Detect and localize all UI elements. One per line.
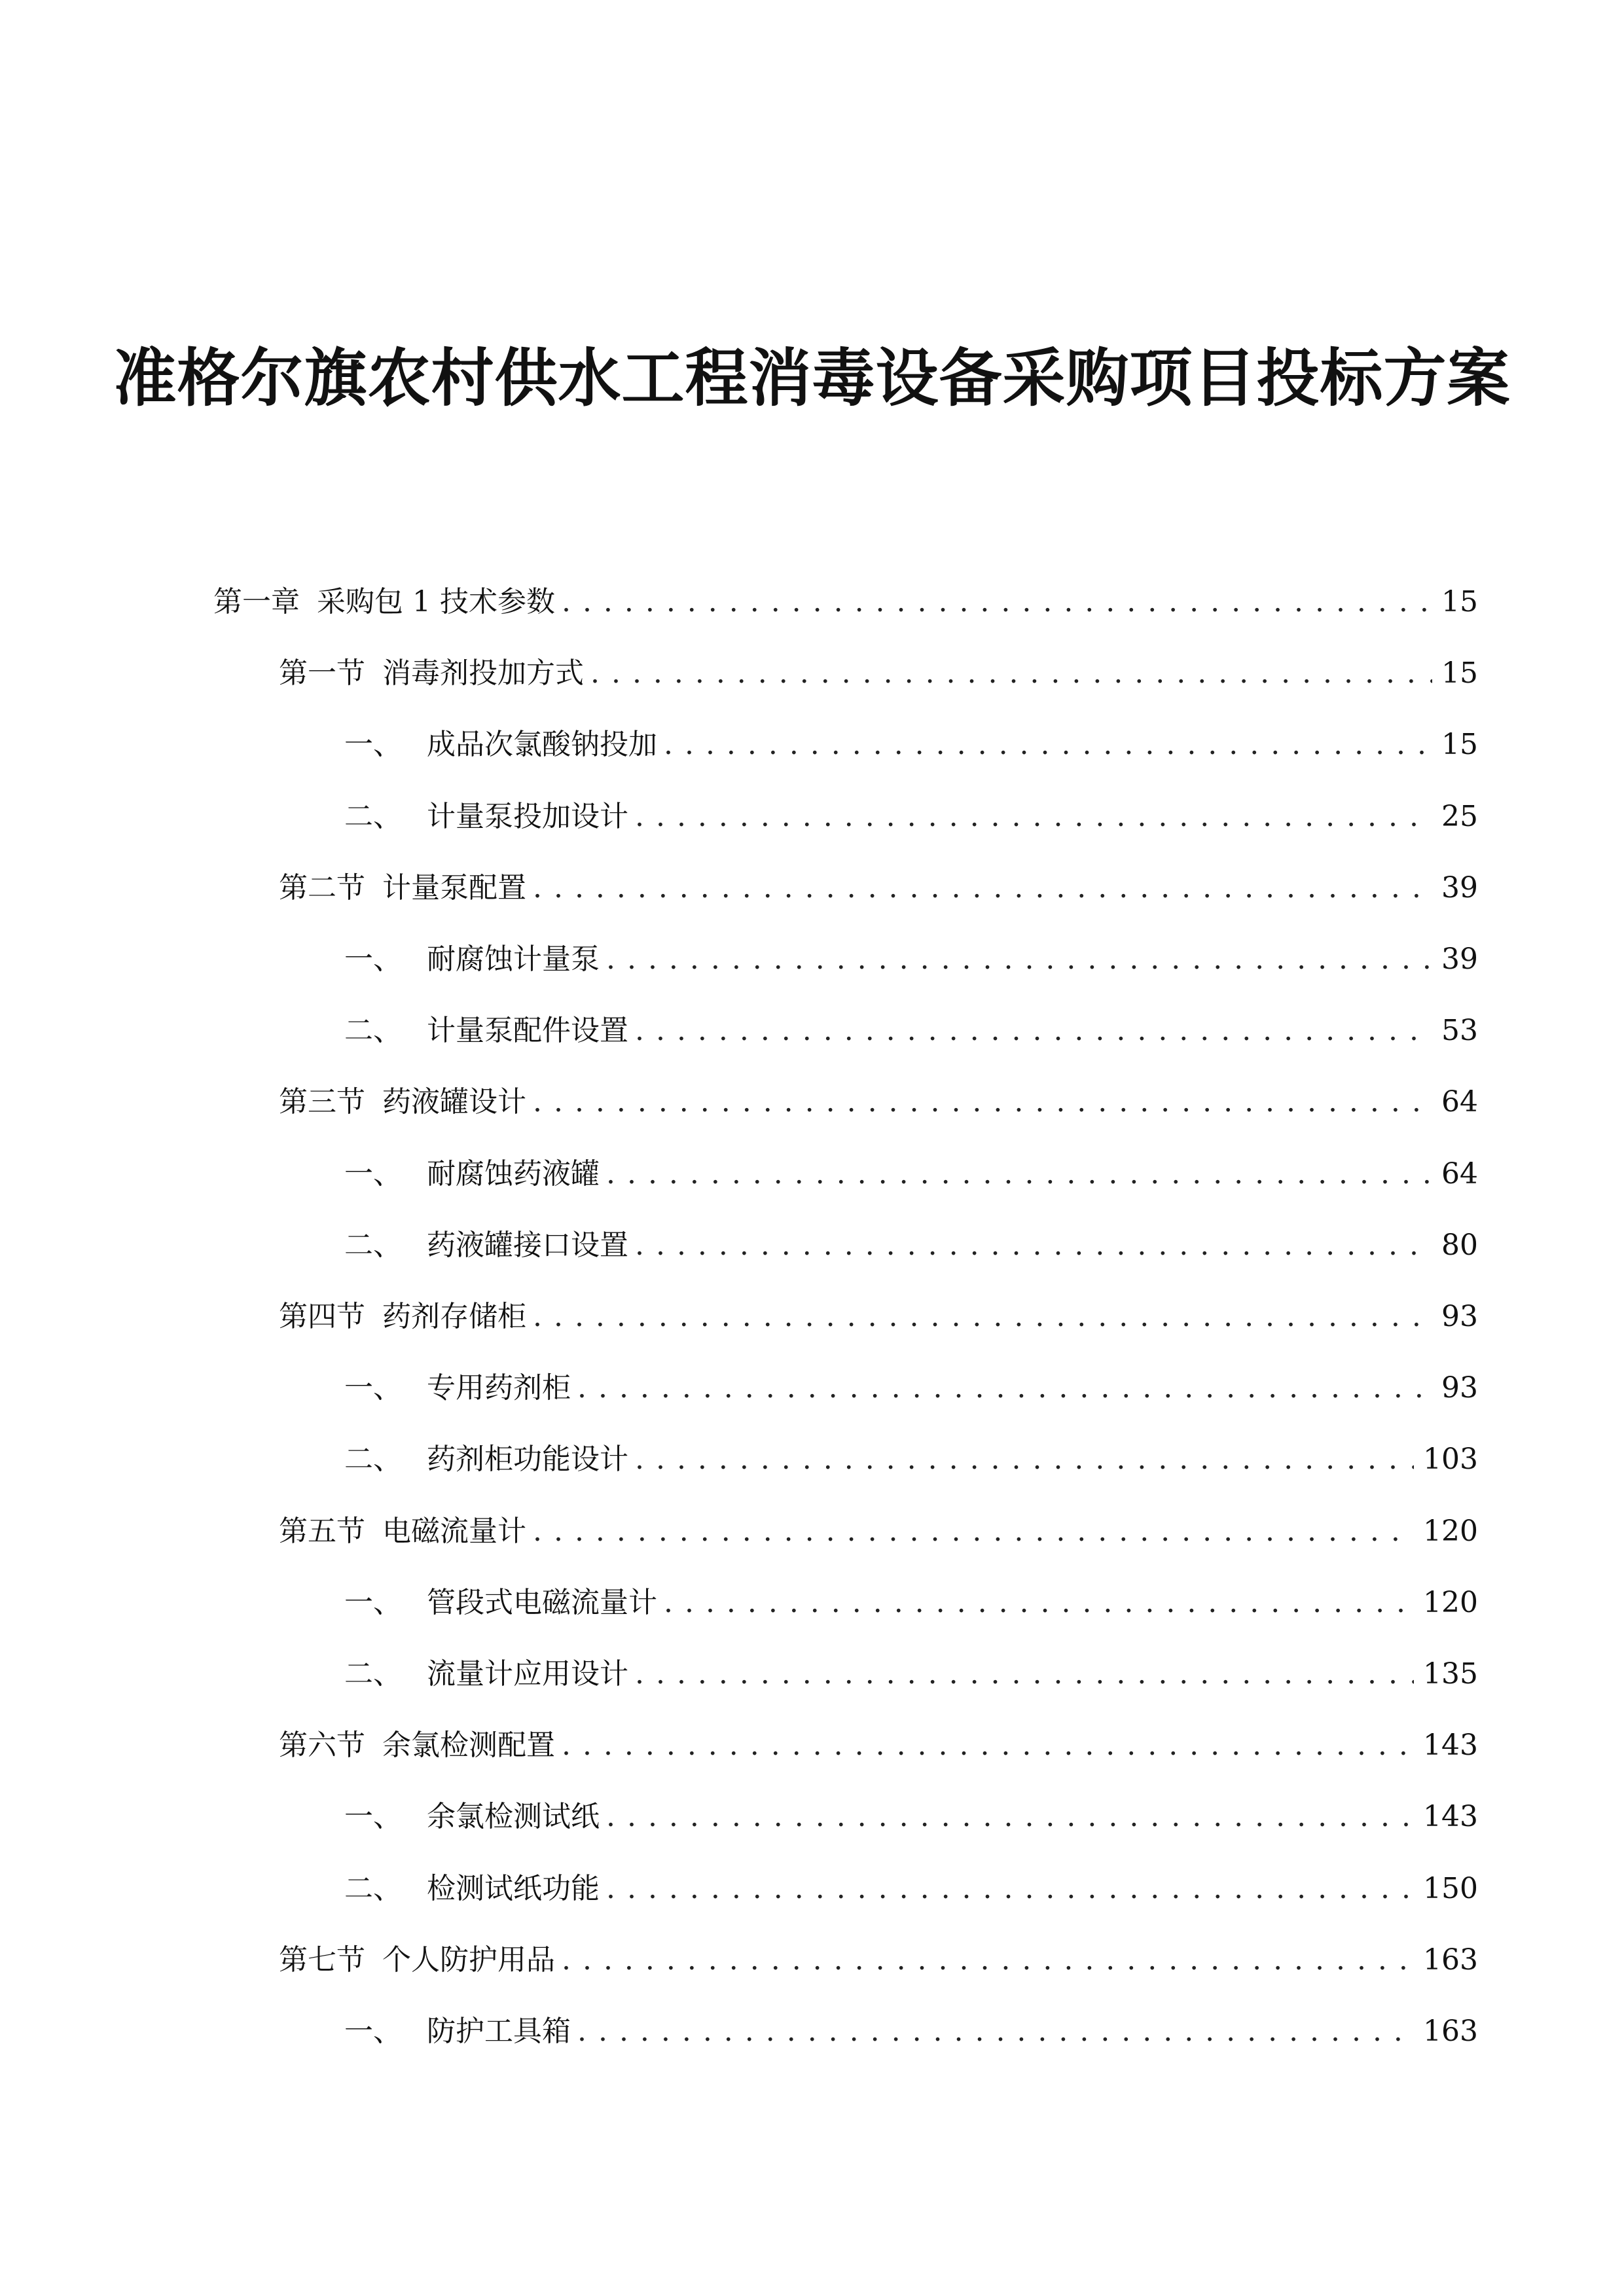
toc-entry xyxy=(279,1076,1478,1128)
toc-entry xyxy=(279,1934,1478,1986)
toc-dot-leader xyxy=(635,791,1432,843)
toc-entry-number: 第五节 xyxy=(279,1514,365,1548)
toc-dot-leader xyxy=(533,862,1432,914)
toc-entry-title: 采购包 1 技术参数 xyxy=(317,585,555,619)
toc-page-number: 150 xyxy=(1423,1871,1478,1905)
toc-dot-leader xyxy=(590,647,1432,700)
toc-dot-leader xyxy=(635,1648,1414,1700)
toc-entry-number: 二、 xyxy=(344,799,402,833)
toc-page-number: 135 xyxy=(1423,1657,1478,1691)
toc-entry-number: 第一节 xyxy=(279,656,365,691)
toc-entry-title: 药剂存储柜 xyxy=(382,1300,526,1333)
toc-page-number: 15 xyxy=(1441,728,1478,762)
toc-entry-number: 一、 xyxy=(344,728,402,762)
toc-entry-title: 防护工具箱 xyxy=(427,2015,571,2048)
toc-entry-title: 流量计应用设计 xyxy=(427,1657,628,1691)
toc-entry xyxy=(344,1648,1478,1700)
toc-page-number: 93 xyxy=(1441,1371,1478,1405)
toc-entry-number: 一、 xyxy=(344,2015,402,2048)
toc-entry-title: 消毒剂投加方式 xyxy=(382,656,584,691)
toc-page-number: 163 xyxy=(1423,1943,1478,1977)
toc-entry-title: 检测试纸功能 xyxy=(427,1871,600,1905)
toc-entry-title: 计量泵配置 xyxy=(382,870,526,905)
toc-entry xyxy=(213,576,1478,628)
toc-entry-title: 管段式电磁流量计 xyxy=(427,1585,657,1619)
toc-entry xyxy=(344,2005,1478,2058)
toc-entry-number: 二、 xyxy=(344,1014,402,1048)
toc-entry-number: 第一章 xyxy=(213,585,300,619)
toc-entry-title: 电磁流量计 xyxy=(382,1514,526,1548)
toc-page-number: 15 xyxy=(1441,585,1478,619)
toc-page-number: 80 xyxy=(1441,1228,1478,1262)
toc-entry-title: 计量泵配件设置 xyxy=(427,1014,628,1048)
toc-entry-number: 一、 xyxy=(344,1157,402,1191)
toc-entry xyxy=(344,1219,1478,1272)
toc-entry xyxy=(279,1719,1478,1772)
toc-dot-leader xyxy=(562,1719,1414,1772)
toc-page-number: 53 xyxy=(1441,1014,1478,1048)
toc-page-number: 143 xyxy=(1423,1800,1478,1834)
toc-entry xyxy=(344,1148,1478,1200)
toc-entry-number: 一、 xyxy=(344,1585,402,1619)
toc-page-number: 25 xyxy=(1441,799,1478,833)
toc-dot-leader xyxy=(577,2005,1414,2058)
toc-entry xyxy=(344,1863,1478,1915)
toc-page-number: 143 xyxy=(1423,1729,1478,1763)
toc-dot-leader xyxy=(606,933,1432,986)
toc-dot-leader xyxy=(635,1219,1432,1272)
toc-dot-leader xyxy=(606,1148,1432,1200)
toc-entry-number: 第六节 xyxy=(279,1729,365,1763)
toc-page-number: 103 xyxy=(1423,1443,1478,1477)
toc-entry-number: 一、 xyxy=(344,1800,402,1834)
toc-entry-number: 第四节 xyxy=(279,1300,365,1333)
toc-entry-number: 第三节 xyxy=(279,1085,365,1119)
toc-page-number: 39 xyxy=(1441,870,1478,905)
toc-entry-number: 二、 xyxy=(344,1443,402,1477)
toc-entry-title: 药液罐设计 xyxy=(382,1085,526,1119)
toc-page-number: 15 xyxy=(1441,656,1478,691)
toc-entry-title: 成品次氯酸钠投加 xyxy=(427,728,657,762)
toc-dot-leader xyxy=(562,1934,1414,1986)
toc-dot-leader xyxy=(664,719,1432,771)
toc-entry-title: 专用药剂柜 xyxy=(427,1371,571,1405)
toc-entry-title: 余氯检测配置 xyxy=(382,1729,555,1763)
toc-entry-title: 耐腐蚀计量泵 xyxy=(427,942,600,976)
toc-dot-leader xyxy=(577,1362,1432,1414)
toc-entry-title: 药液罐接口设置 xyxy=(427,1228,628,1262)
document-title: 准格尔旗农村供水工程消毒设备采购项目投标方案 xyxy=(113,341,1511,415)
toc-dot-leader xyxy=(635,1005,1432,1057)
toc-entry-number: 一、 xyxy=(344,1371,402,1405)
toc-page-number: 93 xyxy=(1441,1300,1478,1333)
toc-entry-title: 余氯检测试纸 xyxy=(427,1800,600,1834)
toc-page-number: 120 xyxy=(1423,1514,1478,1548)
toc-entry xyxy=(344,1433,1478,1486)
toc-entry xyxy=(279,647,1478,700)
toc-dot-leader xyxy=(606,1863,1414,1915)
toc-page-number: 64 xyxy=(1441,1085,1478,1119)
toc-entry-number: 第二节 xyxy=(279,870,365,905)
toc-dot-leader xyxy=(533,1076,1432,1128)
toc-page-number: 163 xyxy=(1423,2015,1478,2048)
toc-entry-number: 二、 xyxy=(344,1871,402,1905)
toc-page-number: 64 xyxy=(1441,1157,1478,1191)
toc-entry xyxy=(279,1505,1478,1558)
toc-entry xyxy=(279,1291,1478,1343)
toc-entry xyxy=(344,719,1478,771)
toc-entry-title: 药剂柜功能设计 xyxy=(427,1443,628,1477)
toc-page-number: 120 xyxy=(1423,1585,1478,1619)
toc-dot-leader xyxy=(533,1291,1432,1343)
toc-entry xyxy=(344,1577,1478,1629)
toc-entry-number: 一、 xyxy=(344,942,402,976)
toc-entry-number: 二、 xyxy=(344,1228,402,1262)
toc-entry xyxy=(344,791,1478,843)
toc-dot-leader xyxy=(664,1577,1414,1629)
toc-dot-leader xyxy=(635,1433,1414,1486)
toc-entry xyxy=(344,1005,1478,1057)
toc-entry-title: 个人防护用品 xyxy=(382,1943,555,1977)
toc-dot-leader xyxy=(533,1505,1414,1558)
toc-dot-leader xyxy=(562,576,1432,628)
toc-page-number: 39 xyxy=(1441,942,1478,976)
toc-entry xyxy=(344,1791,1478,1843)
toc-entry-title: 耐腐蚀药液罐 xyxy=(427,1157,600,1191)
toc-entry-title: 计量泵投加设计 xyxy=(427,799,628,833)
toc-dot-leader xyxy=(606,1791,1414,1843)
toc-entry xyxy=(344,933,1478,986)
toc-entry xyxy=(344,1362,1478,1414)
toc-entry-number: 第七节 xyxy=(279,1943,365,1977)
toc-entry xyxy=(279,862,1478,914)
toc-entry-number: 二、 xyxy=(344,1657,402,1691)
